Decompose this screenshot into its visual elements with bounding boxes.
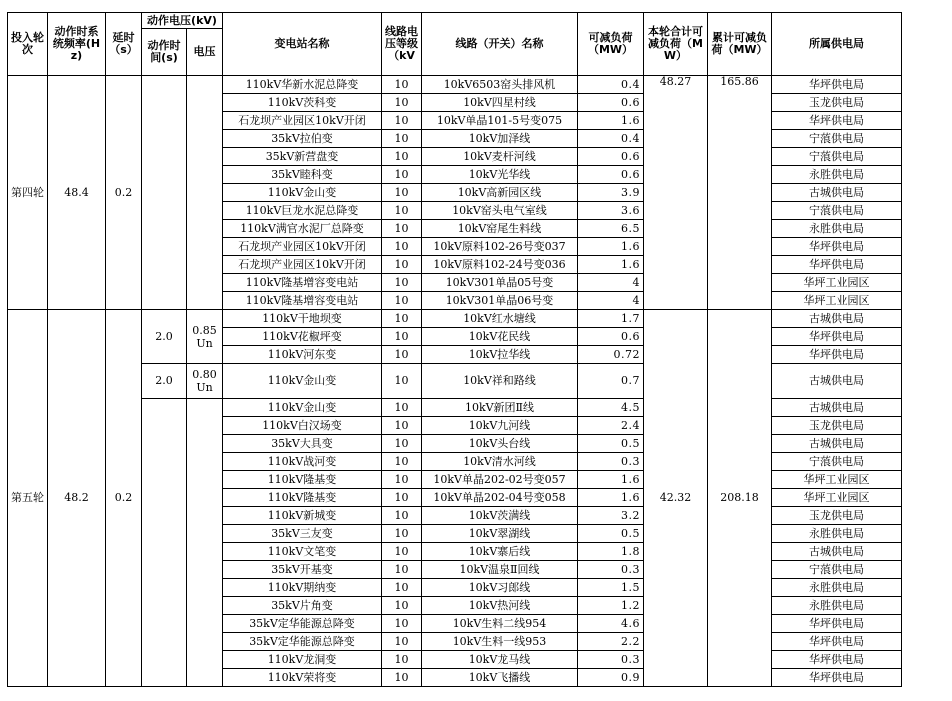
bureau-cell: 华坪供电局 [772, 669, 902, 687]
header-round: 投入轮次 [8, 13, 48, 76]
level-cell: 10 [382, 94, 422, 112]
line-cell: 10kV红水塘线 [422, 310, 578, 328]
header-reducible: 可减负荷（MW） [578, 13, 644, 76]
load-cell: 0.6 [578, 328, 644, 346]
level-cell: 10 [382, 130, 422, 148]
round-cell: 第五轮 [8, 310, 48, 687]
level-cell: 10 [382, 597, 422, 615]
line-cell: 10kV生料一线953 [422, 633, 578, 651]
load-cell: 4 [578, 292, 644, 310]
voltage-cell [187, 76, 223, 310]
bureau-cell: 永胜供电局 [772, 597, 902, 615]
line-cell: 10kV生料二线954 [422, 615, 578, 633]
level-cell: 10 [382, 579, 422, 597]
line-cell: 10kV头台线 [422, 435, 578, 453]
bureau-cell: 华坪供电局 [772, 256, 902, 274]
freq-cell: 48.4 [48, 76, 106, 310]
load-cell: 1.6 [578, 256, 644, 274]
substation-cell: 35kV定华能源总降变 [223, 615, 382, 633]
line-cell: 10kV麦杆河线 [422, 148, 578, 166]
bureau-cell: 华坪工业园区 [772, 471, 902, 489]
load-cell: 0.3 [578, 453, 644, 471]
line-cell: 10kV窑头电气室线 [422, 202, 578, 220]
load-cell: 0.72 [578, 346, 644, 364]
round-total-cell: 42.32 [644, 310, 708, 687]
action-time-cell [142, 76, 187, 310]
line-cell: 10kV原料102-24号变036 [422, 256, 578, 274]
substation-cell: 110kV满官水泥厂总降变 [223, 220, 382, 238]
load-shedding-table [7, 12, 902, 687]
load-cell: 0.6 [578, 94, 644, 112]
level-cell: 10 [382, 238, 422, 256]
voltage-cell: 0.80Un [187, 364, 223, 399]
load-cell: 1.5 [578, 579, 644, 597]
bureau-cell: 华坪供电局 [772, 112, 902, 130]
bureau-cell: 华坪供电局 [772, 328, 902, 346]
level-cell: 10 [382, 615, 422, 633]
line-cell: 10kV九河线 [422, 417, 578, 435]
bureau-cell: 永胜供电局 [772, 220, 902, 238]
bureau-cell: 华坪工业园区 [772, 489, 902, 507]
substation-cell: 110kV河东变 [223, 346, 382, 364]
load-cell: 0.3 [578, 561, 644, 579]
substation-cell: 35kV片角变 [223, 597, 382, 615]
freq-cell: 48.2 [48, 310, 106, 687]
line-cell: 10kV四星村线 [422, 94, 578, 112]
load-cell: 4.5 [578, 399, 644, 417]
load-cell: 3.9 [578, 184, 644, 202]
level-cell: 10 [382, 471, 422, 489]
voltage-cell [187, 399, 223, 687]
line-cell: 10kV龙马线 [422, 651, 578, 669]
line-cell: 10kV寨后线 [422, 543, 578, 561]
load-cell: 0.6 [578, 148, 644, 166]
substation-cell: 110kV战河变 [223, 453, 382, 471]
bureau-cell: 华坪供电局 [772, 346, 902, 364]
substation-cell: 110kV金山变 [223, 184, 382, 202]
bureau-cell: 永胜供电局 [772, 579, 902, 597]
line-cell: 10kV301单晶05号变 [422, 274, 578, 292]
load-cell: 4.6 [578, 615, 644, 633]
substation-cell: 石龙坝产业园区10kV开闭 [223, 256, 382, 274]
line-cell: 10kV光华线 [422, 166, 578, 184]
substation-cell: 110kV茨科变 [223, 94, 382, 112]
line-cell: 10kV拉华线 [422, 346, 578, 364]
line-cell: 10kV飞播线 [422, 669, 578, 687]
bureau-cell: 古城供电局 [772, 543, 902, 561]
header-line: 线路（开关）名称 [422, 13, 578, 76]
substation-cell: 110kV金山变 [223, 364, 382, 399]
bureau-cell: 华坪供电局 [772, 633, 902, 651]
level-cell: 10 [382, 669, 422, 687]
table-row [8, 310, 902, 328]
load-cell: 0.5 [578, 525, 644, 543]
line-cell: 10kV高新园区线 [422, 184, 578, 202]
substation-cell: 35kV定华能源总降变 [223, 633, 382, 651]
table-body [8, 76, 902, 687]
line-cell: 10kV窑尾生料线 [422, 220, 578, 238]
header-action-voltage: 动作电压(kV) [142, 13, 223, 29]
substation-cell: 110kV文笔变 [223, 543, 382, 561]
bureau-cell: 宁蒗供电局 [772, 453, 902, 471]
bureau-cell: 华坪供电局 [772, 76, 902, 94]
level-cell: 10 [382, 220, 422, 238]
cumulative-cell: 165.86 [708, 76, 772, 310]
level-cell: 10 [382, 166, 422, 184]
level-cell: 10 [382, 202, 422, 220]
bureau-cell: 华坪工业园区 [772, 274, 902, 292]
line-cell: 10kV热河线 [422, 597, 578, 615]
bureau-cell: 玉龙供电局 [772, 417, 902, 435]
bureau-cell: 玉龙供电局 [772, 94, 902, 112]
delay-cell: 0.2 [106, 310, 142, 687]
level-cell: 10 [382, 148, 422, 166]
load-cell: 1.2 [578, 597, 644, 615]
bureau-cell: 古城供电局 [772, 364, 902, 399]
action-time-cell: 2.0 [142, 310, 187, 364]
bureau-cell: 永胜供电局 [772, 525, 902, 543]
line-cell: 10kV清水河线 [422, 453, 578, 471]
substation-cell: 110kV巨龙水泥总降变 [223, 202, 382, 220]
line-cell: 10kV原料102-26号变037 [422, 238, 578, 256]
load-cell: 0.3 [578, 651, 644, 669]
level-cell: 10 [382, 76, 422, 94]
bureau-cell: 华坪供电局 [772, 615, 902, 633]
substation-cell: 110kV隆基增容变电站 [223, 274, 382, 292]
load-cell: 1.6 [578, 112, 644, 130]
level-cell: 10 [382, 399, 422, 417]
substation-cell: 110kV干地坝变 [223, 310, 382, 328]
round-total-cell: 48.27 [644, 76, 708, 310]
bureau-cell: 古城供电局 [772, 435, 902, 453]
line-cell: 10kV单晶101-5号变075 [422, 112, 578, 130]
load-cell: 1.6 [578, 489, 644, 507]
action-time-cell: 2.0 [142, 364, 187, 399]
voltage-cell: 0.85Un [187, 310, 223, 364]
substation-cell: 35kV大具变 [223, 435, 382, 453]
substation-cell: 35kV新营盘变 [223, 148, 382, 166]
bureau-cell: 古城供电局 [772, 399, 902, 417]
substation-cell: 110kV龙洞变 [223, 651, 382, 669]
header-substation: 变电站名称 [223, 13, 382, 76]
line-cell: 10kV翠湖线 [422, 525, 578, 543]
substation-cell: 35kV睦科变 [223, 166, 382, 184]
level-cell: 10 [382, 256, 422, 274]
load-cell: 0.4 [578, 76, 644, 94]
load-cell: 4 [578, 274, 644, 292]
header-voltage: 电压 [187, 29, 223, 76]
load-cell: 1.6 [578, 238, 644, 256]
line-cell: 10kV茨满线 [422, 507, 578, 525]
level-cell: 10 [382, 328, 422, 346]
line-cell: 10kV加泽线 [422, 130, 578, 148]
substation-cell: 110kV花椒坪变 [223, 328, 382, 346]
header-round-total: 本轮合计可减负荷（MW） [644, 13, 708, 76]
level-cell: 10 [382, 435, 422, 453]
bureau-cell: 宁蒗供电局 [772, 130, 902, 148]
level-cell: 10 [382, 112, 422, 130]
level-cell: 10 [382, 507, 422, 525]
substation-cell: 110kV白汉场变 [223, 417, 382, 435]
bureau-cell: 古城供电局 [772, 310, 902, 328]
substation-cell: 110kV金山变 [223, 399, 382, 417]
substation-cell: 110kV新城变 [223, 507, 382, 525]
level-cell: 10 [382, 525, 422, 543]
header-freq: 动作时系统频率(Hz) [48, 13, 106, 76]
substation-cell: 110kV华新水泥总降变 [223, 76, 382, 94]
level-cell: 10 [382, 346, 422, 364]
header-bureau: 所属供电局 [772, 13, 902, 76]
substation-cell: 110kV隆基变 [223, 489, 382, 507]
substation-cell: 35kV拉伯变 [223, 130, 382, 148]
load-cell: 1.6 [578, 471, 644, 489]
bureau-cell: 古城供电局 [772, 184, 902, 202]
level-cell: 10 [382, 274, 422, 292]
bureau-cell: 华坪供电局 [772, 238, 902, 256]
load-cell: 0.7 [578, 364, 644, 399]
line-cell: 10kV新团Ⅱ线 [422, 399, 578, 417]
level-cell: 10 [382, 543, 422, 561]
bureau-cell: 永胜供电局 [772, 166, 902, 184]
bureau-cell: 宁蒗供电局 [772, 561, 902, 579]
level-cell: 10 [382, 310, 422, 328]
level-cell: 10 [382, 489, 422, 507]
header-action-time: 动作时间(s) [142, 29, 187, 76]
level-cell: 10 [382, 651, 422, 669]
load-cell: 1.8 [578, 543, 644, 561]
load-cell: 2.4 [578, 417, 644, 435]
round-cell: 第四轮 [8, 76, 48, 310]
substation-cell: 110kV隆基增容变电站 [223, 292, 382, 310]
level-cell: 10 [382, 184, 422, 202]
delay-cell: 0.2 [106, 76, 142, 310]
substation-cell: 石龙坝产业园区10kV开闭 [223, 238, 382, 256]
substation-cell: 110kV荣将变 [223, 669, 382, 687]
bureau-cell: 玉龙供电局 [772, 507, 902, 525]
level-cell: 10 [382, 417, 422, 435]
load-cell: 1.7 [578, 310, 644, 328]
substation-cell: 110kV期纳变 [223, 579, 382, 597]
level-cell: 10 [382, 453, 422, 471]
substation-cell: 35kV开基变 [223, 561, 382, 579]
level-cell: 10 [382, 633, 422, 651]
load-cell: 0.4 [578, 130, 644, 148]
level-cell: 10 [382, 292, 422, 310]
header-delay: 延时（s） [106, 13, 142, 76]
bureau-cell: 宁蒗供电局 [772, 202, 902, 220]
load-cell: 0.9 [578, 669, 644, 687]
substation-cell: 35kV三友变 [223, 525, 382, 543]
bureau-cell: 华坪供电局 [772, 651, 902, 669]
substation-cell: 石龙坝产业园区10kV开闭 [223, 112, 382, 130]
bureau-cell: 华坪工业园区 [772, 292, 902, 310]
action-time-cell [142, 399, 187, 687]
line-cell: 10kV花民线 [422, 328, 578, 346]
load-cell: 3.6 [578, 202, 644, 220]
level-cell: 10 [382, 561, 422, 579]
load-cell: 6.5 [578, 220, 644, 238]
level-cell: 10 [382, 364, 422, 399]
table-header [8, 13, 902, 76]
line-cell: 10kV301单晶06号变 [422, 292, 578, 310]
line-cell: 10kV习郎线 [422, 579, 578, 597]
line-cell: 10kV单晶202-02号变057 [422, 471, 578, 489]
header-cumulative: 累计可减负荷（MW） [708, 13, 772, 76]
cumulative-cell: 208.18 [708, 310, 772, 687]
line-cell: 10kV温泉Ⅱ回线 [422, 561, 578, 579]
line-cell: 10kV6503窑头排风机 [422, 76, 578, 94]
load-cell: 0.6 [578, 166, 644, 184]
table-row [8, 76, 902, 94]
load-cell: 0.5 [578, 435, 644, 453]
line-cell: 10kV祥和路线 [422, 364, 578, 399]
bureau-cell: 宁蒗供电局 [772, 148, 902, 166]
substation-cell: 110kV隆基变 [223, 471, 382, 489]
load-cell: 2.2 [578, 633, 644, 651]
header-level: 线路电压等级（kV [382, 13, 422, 76]
line-cell: 10kV单晶202-04号变058 [422, 489, 578, 507]
load-cell: 3.2 [578, 507, 644, 525]
